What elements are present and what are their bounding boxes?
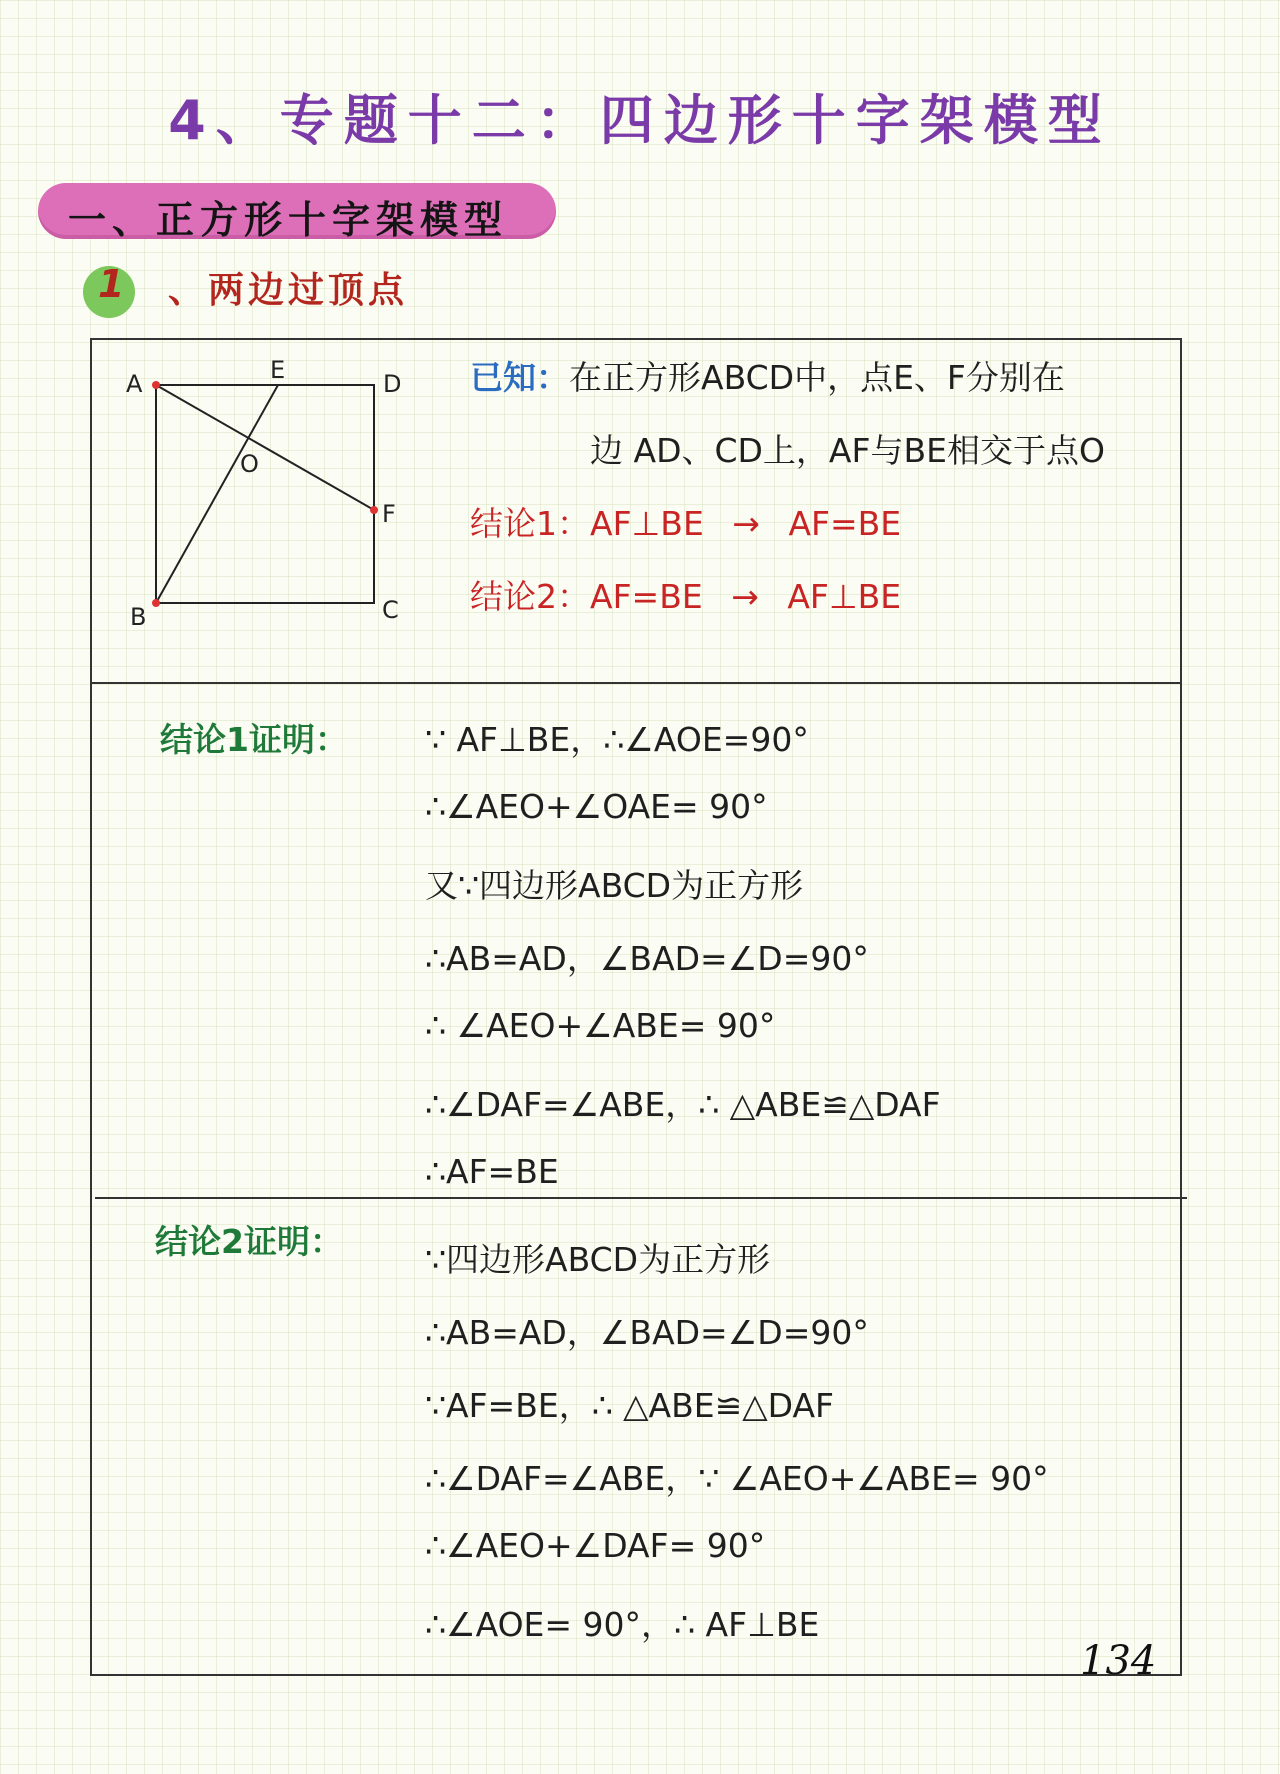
conclusion-1-rhs: AF=BE <box>788 504 902 543</box>
conclusion-1 <box>470 498 901 545</box>
proof-1-line: ∵ AF⊥BE，∴∠AOE=90° <box>425 720 809 759</box>
given-label: 已知： <box>470 358 569 397</box>
proof-1-line: ∴∠DAF=∠ABE，∴ △ABE≌△DAF <box>425 1085 941 1124</box>
label-b: B <box>130 603 147 631</box>
conclusion-1-label: 结论1： <box>470 504 590 543</box>
arrow-icon: → <box>731 577 759 616</box>
point-b <box>152 599 160 607</box>
label-o: O <box>240 450 259 478</box>
divider-middle <box>95 1197 1187 1199</box>
section-heading <box>38 183 556 242</box>
conclusion-1-lhs: AF⊥BE <box>590 504 704 543</box>
given-text-1: 在正方形ABCD中，点E、F分别在 <box>569 358 1065 397</box>
arrow-icon: → <box>732 504 760 543</box>
proof-1-line: ∴ ∠AEO+∠ABE= 90° <box>425 1006 776 1045</box>
page-title: 4、专题十二：四边形十字架模型 <box>168 89 1112 152</box>
proof-1-line: ∴AB=AD，∠BAD=∠D=90° <box>425 939 869 978</box>
segment-af <box>156 385 374 510</box>
segment-be <box>156 385 278 603</box>
square-diagram <box>110 350 440 650</box>
label-c: C <box>382 596 399 624</box>
proof-1-label: 结论1证明： <box>160 720 348 759</box>
label-e: E <box>270 356 286 384</box>
proof-2-line: ∴∠DAF=∠ABE，∵ ∠AEO+∠ABE= 90° <box>425 1459 1049 1498</box>
conclusion-2-rhs: AF⊥BE <box>787 577 902 616</box>
proof-1-line: ∴∠AEO+∠OAE= 90° <box>425 787 768 826</box>
proof-2-line: ∵AF=BE，∴ △ABE≌△DAF <box>425 1386 835 1425</box>
proof-1-line: 又∵四边形ABCD为正方形 <box>425 866 804 905</box>
given-line-1 <box>470 352 1065 399</box>
proof-2-line: ∴AB=AD，∠BAD=∠D=90° <box>425 1313 869 1352</box>
proof-2-line: ∴∠AOE= 90°，∴ AF⊥BE <box>425 1605 820 1644</box>
conclusion-2 <box>470 571 901 618</box>
conclusion-2-lhs: AF=BE <box>590 577 703 616</box>
subsection-title: 、两边过顶点 <box>168 270 409 311</box>
proof-1-line: ∴AF=BE <box>425 1152 559 1191</box>
given-line-2: 边 AD、CD上，AF与BE相交于点O <box>590 431 1105 470</box>
point-a <box>152 381 160 389</box>
label-d: D <box>383 370 402 398</box>
label-a: A <box>126 370 143 398</box>
divider-top <box>90 682 1182 684</box>
proof-2-label: 结论2证明： <box>155 1222 343 1261</box>
label-f: F <box>382 500 396 528</box>
section-heading-text: 一、正方形十字架模型 <box>68 198 509 242</box>
proof-2-line: ∵四边形ABCD为正方形 <box>425 1240 771 1279</box>
conclusion-2-label: 结论2： <box>470 577 590 616</box>
page-number: 134 <box>1080 1638 1157 1684</box>
point-f <box>370 506 378 514</box>
square-abcd <box>156 385 374 603</box>
subsection-number: 1 <box>98 262 125 306</box>
proof-2-line: ∴∠AEO+∠DAF= 90° <box>425 1526 766 1565</box>
